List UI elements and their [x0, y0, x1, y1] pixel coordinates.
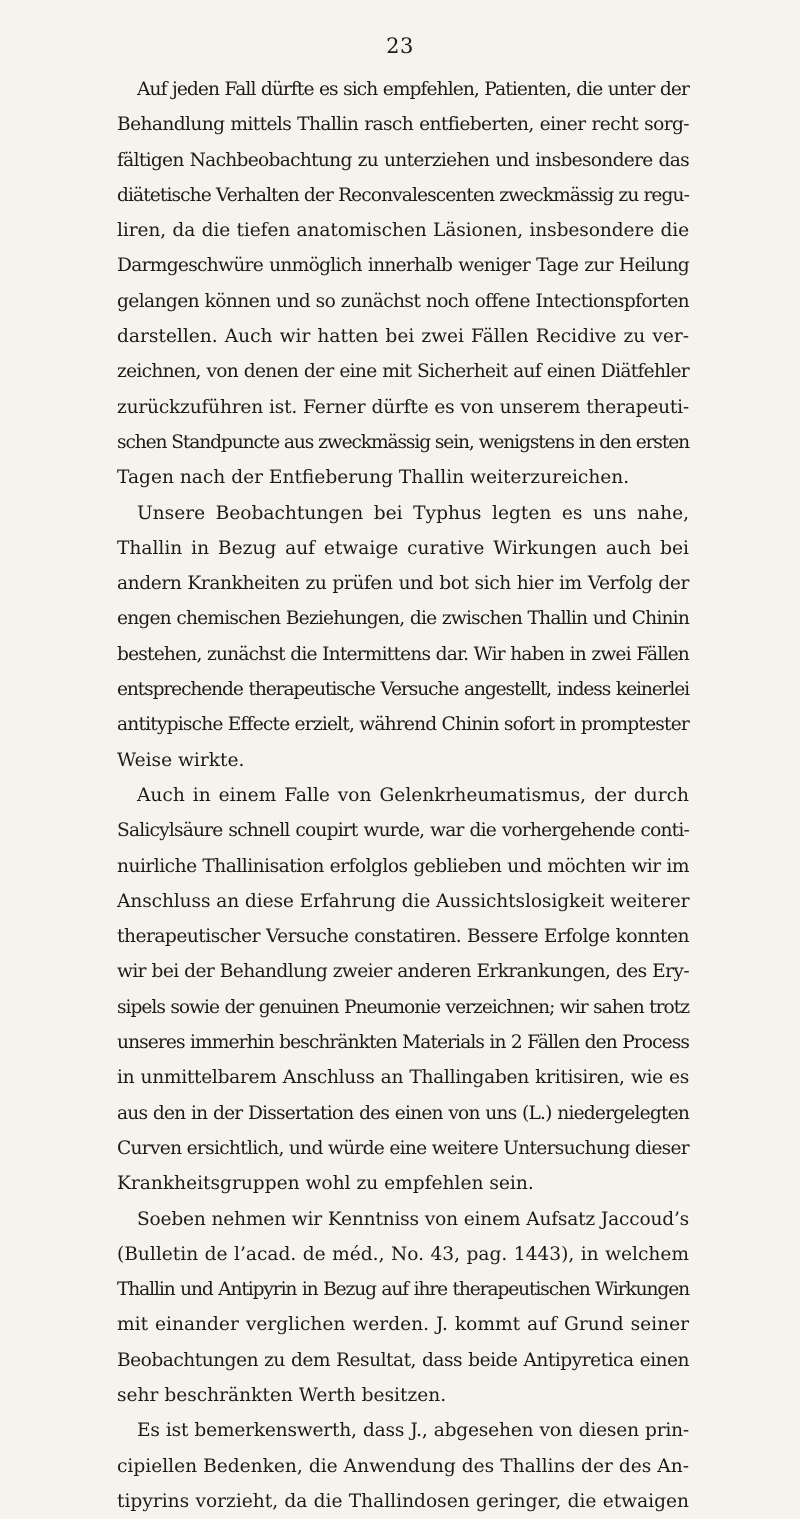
text-line: Krankheitsgruppen wohl zu empfehlen sein. — [117, 1173, 534, 1195]
text-line: fältigen Nachbeobachtung zu unterziehen und insbesondere das — [117, 149, 689, 171]
text-line: Auf jeden Fall dürfte es sich empfehlen, Patienten, die unter der — [137, 79, 689, 100]
text-line: Thallin und Antipyrin in Bezug auf ihre therapeutischen Wirkungen — [117, 1279, 689, 1301]
text-line: bestehen, zunächst die Intermittens dar. Wir haben in zwei Fällen — [117, 643, 689, 665]
text-line: Salicylsäure schnell coupirt wurde, war die vorhergehende conti- — [117, 820, 689, 842]
text-line: gelangen können und so zunächst noch offene Intectionspforten — [117, 290, 689, 312]
text-line: Auch in einem Falle von Gelenkrheumatismus, der durch — [137, 784, 689, 806]
text-line: (Bulletin de l’acad. de méd., No. 43, pag. 1443), in welchem — [117, 1243, 689, 1265]
text-line: engen chemischen Beziehungen, die zwischen Thallin und Chinin — [117, 608, 689, 630]
text-line: antitypische Effecte erzielt, während Chinin sofort in promptester — [117, 714, 689, 736]
text-line: Darmgeschwüre unmöglich innerhalb weniger Tage zur Heilung — [117, 255, 689, 277]
body-text — [117, 72, 689, 1519]
text-line: Behandlung mittels Thallin rasch entfieberten, einer recht sorg- — [117, 114, 689, 136]
text-line: Anschluss an diese Erfahrung die Aussichtslosigkeit weiterer — [117, 890, 690, 912]
text-line: nuirliche Thallinisation erfolglos geblieben und möchten wir im — [117, 855, 689, 877]
text-line: unseres immerhin beschränkten Materials in 2 Fällen den Process — [117, 1032, 689, 1054]
text-line: darstellen. Auch wir hatten bei zwei Fällen Recidive zu ver- — [117, 326, 689, 348]
text-line: Weise wirkte. — [117, 749, 245, 771]
text-line: tipyrins vorzieht, da die Thallindosen geringer, die etwaigen — [117, 1490, 689, 1512]
page-number: 23 — [386, 34, 414, 58]
text-line: zurückzuführen ist. Ferner dürfte es von unserem therapeuti- — [117, 396, 689, 418]
text-line: in unmittelbarem Anschluss an Thallingaben kritisiren, wie es — [117, 1067, 689, 1089]
text-line: Tagen nach der Entfieberung Thallin weiterzureichen. — [117, 467, 630, 489]
text-line: mit einander verglichen werden. J. kommt auf Grund seiner — [117, 1314, 689, 1336]
text-line: sipels sowie der genuinen Pneumonie verzeichnen; wir sahen trotz — [117, 996, 689, 1018]
text-line: diätetische Verhalten der Reconvalescenten zweckmässig zu regu- — [117, 184, 689, 206]
text-line: Thallin in Bezug auf etwaige curative Wirkungen auch bei — [117, 537, 689, 559]
text-line: aus den in der Dissertation des einen von uns (L.) niedergelegten — [117, 1102, 689, 1124]
text-line: wir bei der Behandlung zweier anderen Erkrankungen, des Ery- — [117, 961, 689, 983]
text-line: Es ist bemerkenswerth, dass J., abgesehen von diesen prin- — [137, 1420, 689, 1442]
text-line: Curven ersichtlich, und würde eine weitere Untersuchung dieser — [117, 1137, 689, 1159]
text-line: therapeutischer Versuche constatiren. Bessere Erfolge konnten — [117, 926, 689, 948]
text-line: Unsere Beobachtungen bei Typhus legten es uns nahe, — [137, 502, 689, 524]
text-line: Soeben nehmen wir Kenntniss von einem Aufsatz Jaccoud’s — [137, 1208, 689, 1230]
text-line: schen Standpuncte aus zweckmässig sein, wenigstens in den ersten — [117, 431, 689, 453]
text-line: cipiellen Bedenken, die Anwendung des Thallins der des An- — [117, 1455, 689, 1477]
text-line: zeichnen, von denen der eine mit Sicherheit auf einen Diätfehler — [117, 361, 689, 383]
text-line: Beobachtungen zu dem Resultat, dass beide Antipyretica einen — [117, 1349, 689, 1371]
text-line: liren, da die tiefen anatomischen Läsionen, insbesondere die — [117, 220, 689, 242]
text-line: entsprechende therapeutische Versuche angestellt, indess keinerlei — [117, 679, 689, 701]
text-line: andern Krankheiten zu prüfen und bot sich hier im Verfolg der — [117, 573, 689, 595]
text-line: sehr beschränkten Werth besitzen. — [117, 1384, 447, 1406]
